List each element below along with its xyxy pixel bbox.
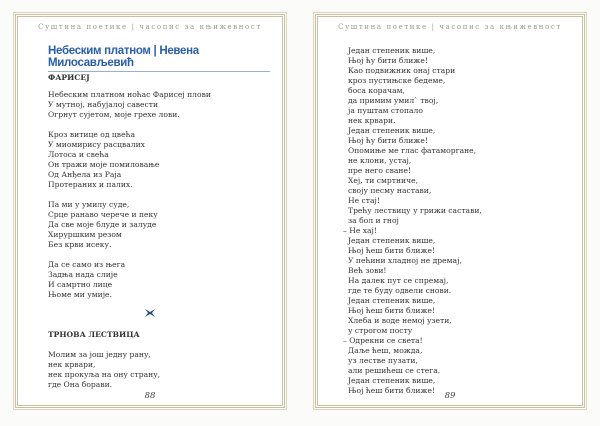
verse-line: не клони, устај,	[348, 156, 412, 165]
verse-line: У мутној, набујалој савести	[48, 100, 159, 109]
verse-line: – Одрекни се света!	[343, 336, 423, 345]
verse-line: Да се само из њега	[48, 260, 126, 269]
verse-line: Без крви исеку.	[48, 240, 112, 249]
poem-heading: ТРНОВА ЛЕСТВИЦА	[48, 330, 140, 339]
poem-heading: ФАРИСЕЈ	[48, 73, 90, 82]
verse-line: Па ми у умилу суде,	[48, 200, 130, 209]
verse-line: Хлеба и воде немој узети,	[348, 316, 452, 325]
poem-trnova-lestvica	[48, 330, 160, 390]
verse-line: Један степеник више,	[348, 376, 436, 385]
verse-line: Један степеник више,	[348, 296, 436, 305]
verse-line: Даље ћеш, можда,	[348, 346, 423, 355]
verse-line: боса корачам,	[348, 86, 405, 95]
verse-line: али решићеш се стега.	[348, 366, 441, 375]
verse-line: Задња нада слије	[48, 270, 118, 279]
verse-line: Већ зови!	[348, 266, 387, 275]
verse-line: где те буду одвели снови.	[348, 286, 452, 295]
stanza-break	[48, 250, 211, 260]
verse-line: Он тражи моје помиловање	[48, 160, 160, 169]
verse-line: ја пуштам стопало	[348, 106, 423, 115]
verse-line: Трећу лествицу у грижи састави,	[348, 206, 482, 215]
verse-line: На далек пут се спремај,	[348, 276, 449, 285]
verse-line: У пећини хладној не дремај,	[348, 256, 462, 265]
verse-line: Од Анђела из Раја	[48, 170, 122, 179]
verse-line: где Она борави.	[48, 380, 113, 389]
verse-line: Њоме ми умије.	[48, 290, 112, 299]
poem-continuation	[343, 46, 482, 396]
verse-line: уз лестве пузати,	[348, 356, 418, 365]
verse-line: за бол и гној	[348, 216, 399, 225]
running-header: Суштина поетике | часопис за књижевност	[38, 23, 262, 31]
verse-line: Један степеник више,	[348, 46, 436, 55]
poem-farisej	[48, 73, 211, 300]
verse-line: Један степеник више,	[348, 236, 436, 245]
page-number: 88	[144, 391, 156, 401]
verse-line: У миомирису расцвалих	[48, 140, 145, 149]
verse-line: Срце ранаво черече и пеку	[48, 210, 158, 219]
verse-line: кроз пустињске бедеме,	[348, 76, 446, 85]
verse-line: Хеј, ти смртниче,	[348, 176, 419, 185]
verse-line: Њој ћу бити ближе!	[348, 56, 428, 65]
verse-line: Да све моје блуде и залуде	[48, 220, 157, 229]
verse-line: Кроз витице од цвећа	[48, 130, 135, 139]
right-page	[315, 14, 585, 408]
verse-line: Њој ћу бити ближе!	[348, 136, 428, 145]
verse-line: да примим умил` твој,	[348, 96, 439, 105]
verse-line: Опомиње ме глас фатаморгане,	[348, 146, 477, 155]
verse-line: Небеским платном ноћас Фарисеј плови	[48, 90, 211, 99]
verse-line: Молим за још једну рану,	[48, 350, 151, 359]
verse-line: – Не хај!	[343, 226, 377, 235]
article-title: Небеским платном | Невена Милосављевић	[48, 45, 270, 72]
poem-body	[48, 90, 211, 300]
verse-line: Њој ћеш бити ближе!	[348, 246, 435, 255]
verse-line: Лотоса и свећа	[48, 150, 109, 159]
stanza-break	[48, 190, 211, 200]
page-number: 89	[444, 391, 456, 401]
verse-line: нек крвари,	[48, 360, 96, 369]
cross-ornament-icon	[144, 308, 156, 318]
stanza-break	[48, 120, 211, 130]
verse-line: Хируршким резом	[48, 230, 122, 239]
verse-line: И самртно лице	[48, 280, 113, 289]
verse-line: своју песму настави,	[348, 186, 432, 195]
verse-line: Огрнут сујетом, моје грехе лови.	[48, 110, 180, 119]
verse-line: Њој ћеш бити ближе!	[348, 306, 435, 315]
left-page	[15, 14, 285, 408]
verse-line: нек прокуља на ону страну,	[48, 370, 161, 379]
verse-line: пре него сване!	[348, 166, 412, 175]
verse-line: Протераних и палих.	[48, 180, 133, 189]
verse-line: Не стај!	[348, 196, 380, 205]
verse-line: нек крвари.	[348, 116, 396, 125]
verse-line: у строгом посту	[348, 326, 413, 335]
verse-line: Њој ћеш бити ближе!	[348, 386, 435, 395]
poem-body	[48, 350, 160, 390]
running-header: Суштина поетике | часопис за књижевност	[338, 23, 562, 31]
verse-line: Као подвижник онај стари	[348, 66, 456, 75]
verse-line: Један степеник више,	[348, 126, 436, 135]
